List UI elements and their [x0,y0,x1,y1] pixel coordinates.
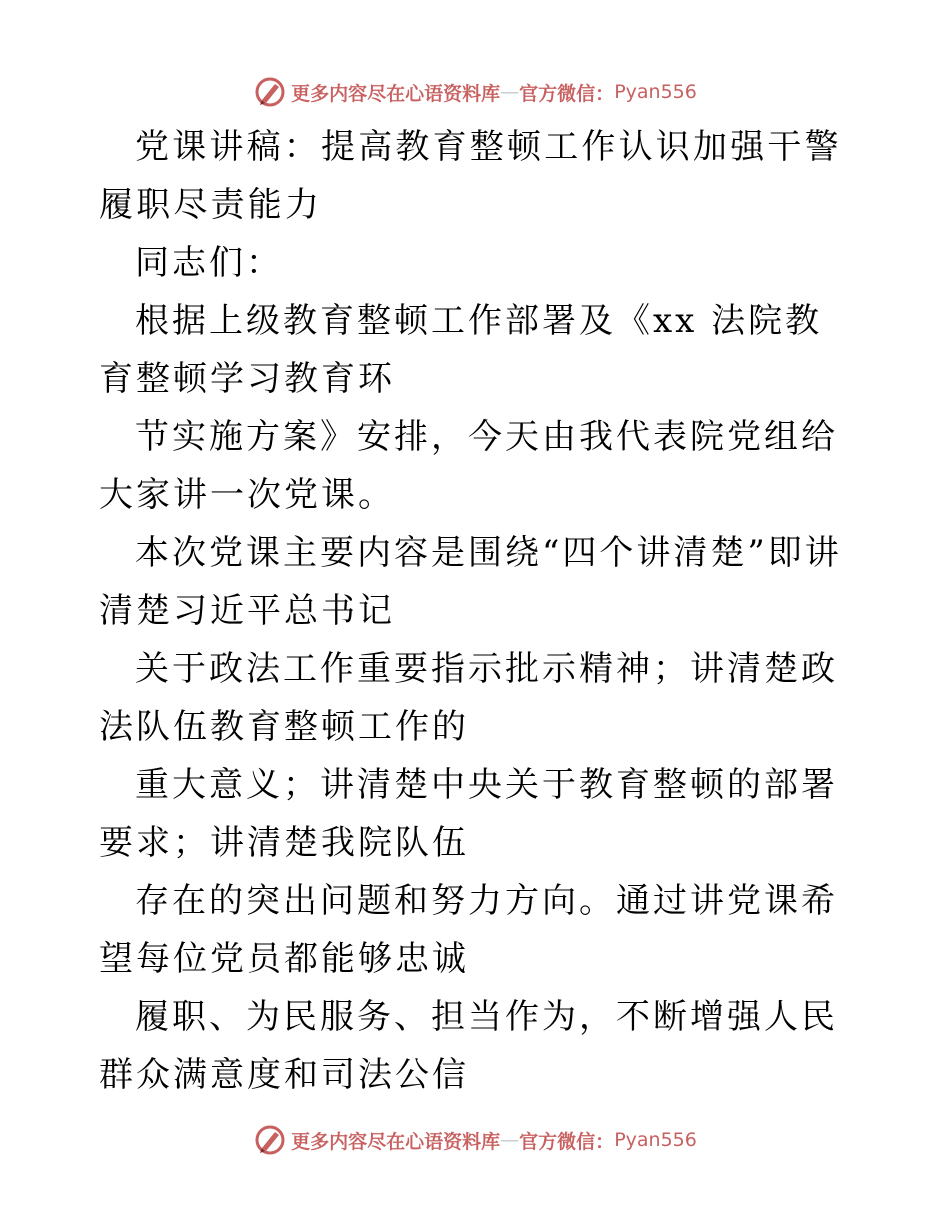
watermark-account: Pyan556 [614,1129,697,1151]
watermark-main-text: 更多内容尽在心语资料库 [291,1130,501,1153]
watermark-separator: — [500,1129,520,1151]
watermark-sub-text: 官方微信： [519,1130,615,1153]
pen-logo-icon [253,75,287,109]
watermark-separator: — [500,81,520,103]
footer-watermark [0,1120,950,1160]
document-title: 党课讲稿：提高教育整顿工作认识加强干警履职尽责能力 [99,127,842,225]
document-body [99,118,859,1104]
paragraph: 本次党课主要内容是围绕“四个讲清楚”即讲清楚习近平总书记 [99,533,842,631]
paragraph: 重大意义；讲清楚中央关于教育整顿的部署要求；讲清楚我院队伍 [99,765,838,863]
header-watermark [0,72,950,112]
paragraph: 节实施方案》安排，今天由我代表院党组给大家讲一次党课。 [99,417,838,515]
paragraph: 关于政法工作重要指示批示精神；讲清楚政法队伍教育整顿工作的 [99,649,838,747]
paragraph: 履职、为民服务、担当作为，不断增强人民群众满意度和司法公信 [99,997,838,1095]
watermark-sub-text: 官方微信： [519,82,615,105]
paragraph: 根据上级教育整顿工作部署及《xx 法院教育整顿学习教育环 [99,301,823,399]
paragraph: 存在的突出问题和努力方向。通过讲党课希望每位党员都能够忠诚 [99,881,838,979]
paragraph: 同志们： [135,243,283,283]
pen-logo-icon [253,1123,287,1157]
watermark-account: Pyan556 [614,81,697,103]
watermark-main-text: 更多内容尽在心语资料库 [291,82,501,105]
